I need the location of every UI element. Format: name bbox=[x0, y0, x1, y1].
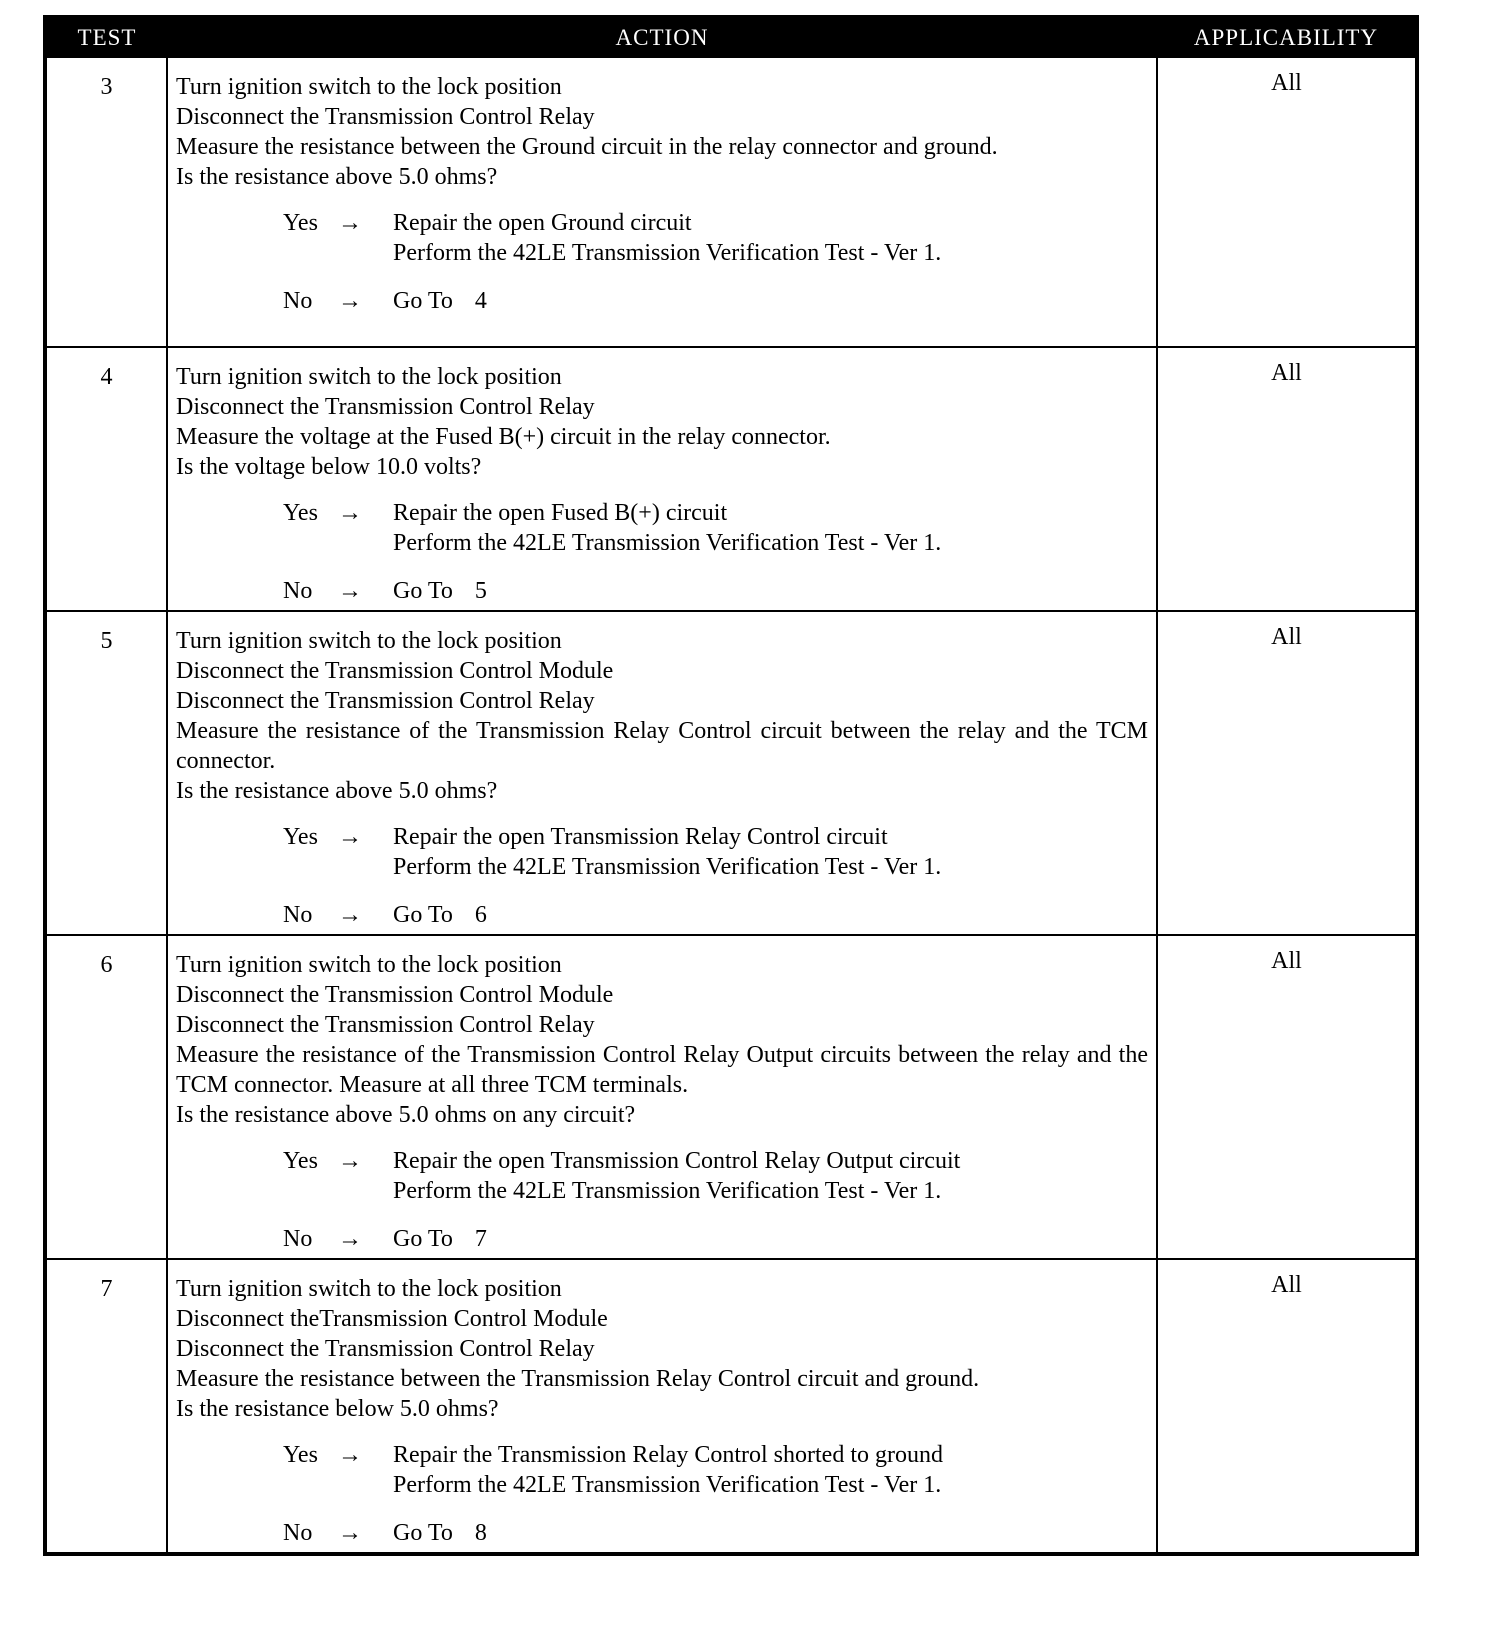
action-cell bbox=[167, 347, 1157, 611]
yes-action: Repair the open Fused B(+) circuit bbox=[393, 500, 728, 526]
goto-target: 6 bbox=[474, 902, 487, 928]
goto-text: Go To bbox=[393, 902, 453, 928]
arrow-right-icon: → bbox=[338, 1226, 362, 1252]
goto-text: Go To bbox=[393, 578, 453, 604]
test-number: 5 bbox=[45, 611, 167, 935]
test-number: 7 bbox=[45, 1259, 167, 1554]
table-row bbox=[45, 1259, 1417, 1554]
action-step: Is the resistance above 5.0 ohms on any circuit? bbox=[176, 1102, 636, 1128]
outcome-block bbox=[283, 498, 1148, 606]
yes-action: Perform the 42LE Transmission Verification Test - Ver 1. bbox=[393, 1178, 942, 1204]
action-cell bbox=[167, 1259, 1157, 1554]
action-step: Disconnect the Transmission Control Relay bbox=[176, 1336, 595, 1362]
yes-action: Perform the 42LE Transmission Verification Test - Ver 1. bbox=[393, 1472, 942, 1498]
yes-action: Perform the 42LE Transmission Verification Test - Ver 1. bbox=[393, 530, 942, 556]
applicability-value: All bbox=[1157, 347, 1417, 611]
table-row bbox=[45, 57, 1417, 347]
yes-label: Yes bbox=[283, 824, 318, 850]
arrow-right-icon: → bbox=[338, 288, 362, 314]
goto-target: 8 bbox=[474, 1520, 487, 1546]
action-step: Disconnect the Transmission Control Module bbox=[176, 982, 614, 1008]
diagnostic-test-table bbox=[43, 15, 1419, 1556]
no-action bbox=[393, 576, 1148, 606]
applicability-value: All bbox=[1157, 611, 1417, 935]
action-step: Disconnect the Transmission Control Relay bbox=[176, 394, 595, 420]
action-step: Turn ignition switch to the lock position bbox=[176, 74, 562, 100]
outcome-block bbox=[283, 822, 1148, 930]
no-label: No bbox=[283, 288, 313, 314]
action-step: Measure the resistance of the Transmission Relay Control circuit between the relay and the TCM connector. bbox=[176, 718, 1148, 774]
outcome-block bbox=[283, 1440, 1148, 1548]
action-step: Disconnect the Transmission Control Relay bbox=[176, 1012, 595, 1038]
goto-text: Go To bbox=[393, 1520, 453, 1546]
test-number: 6 bbox=[45, 935, 167, 1259]
arrow-right-icon: → bbox=[338, 1442, 362, 1468]
yes-label: Yes bbox=[283, 1148, 318, 1174]
action-step: Turn ignition switch to the lock position bbox=[176, 952, 562, 978]
action-step: Measure the voltage at the Fused B(+) circuit in the relay connector. bbox=[176, 424, 831, 450]
action-cell bbox=[167, 611, 1157, 935]
test-number: 4 bbox=[45, 347, 167, 611]
arrow-right-icon: → bbox=[338, 1148, 362, 1174]
yes-label: Yes bbox=[283, 210, 318, 236]
goto-text: Go To bbox=[393, 1226, 453, 1252]
no-action bbox=[393, 1518, 1148, 1548]
no-action bbox=[393, 900, 1148, 930]
action-step: Measure the resistance between the Transmission Relay Control circuit and ground. bbox=[176, 1366, 980, 1392]
arrow-right-icon: → bbox=[338, 500, 362, 526]
no-label: No bbox=[283, 902, 313, 928]
yes-label: Yes bbox=[283, 500, 318, 526]
action-step: Is the resistance above 5.0 ohms? bbox=[176, 164, 498, 190]
action-step: Is the resistance above 5.0 ohms? bbox=[176, 778, 498, 804]
action-step: Disconnect the Transmission Control Relay bbox=[176, 104, 595, 130]
goto-text: Go To bbox=[393, 288, 453, 314]
applicability-value: All bbox=[1157, 57, 1417, 347]
action-step: Measure the resistance of the Transmission Control Relay Output circuits between the relay and the TCM connector. Measure at all three TCM terminals. bbox=[176, 1042, 1148, 1098]
yes-action: Perform the 42LE Transmission Verification Test - Ver 1. bbox=[393, 854, 942, 880]
yes-action: Repair the Transmission Relay Control shorted to ground bbox=[393, 1442, 943, 1468]
no-label: No bbox=[283, 578, 313, 604]
test-number: 3 bbox=[45, 57, 167, 347]
no-label: No bbox=[283, 1520, 313, 1546]
yes-action: Perform the 42LE Transmission Verification Test - Ver 1. bbox=[393, 240, 942, 266]
table-header-row bbox=[45, 17, 1417, 57]
header-applicability: APPLICABILITY bbox=[1193, 24, 1379, 50]
action-step: Disconnect theTransmission Control Module bbox=[176, 1306, 608, 1332]
action-step: Turn ignition switch to the lock position bbox=[176, 1276, 562, 1302]
goto-target: 5 bbox=[474, 578, 487, 604]
yes-action: Repair the open Ground circuit bbox=[393, 210, 692, 236]
goto-target: 4 bbox=[474, 288, 487, 314]
action-step: Is the resistance below 5.0 ohms? bbox=[176, 1396, 499, 1422]
yes-action: Repair the open Transmission Control Relay Output circuit bbox=[393, 1148, 961, 1174]
action-step: Turn ignition switch to the lock position bbox=[176, 364, 562, 390]
outcome-block bbox=[283, 208, 1148, 316]
action-step: Is the voltage below 10.0 volts? bbox=[176, 454, 482, 480]
action-cell bbox=[167, 935, 1157, 1259]
action-step: Disconnect the Transmission Control Module bbox=[176, 658, 614, 684]
applicability-value: All bbox=[1157, 1259, 1417, 1554]
arrow-right-icon: → bbox=[338, 824, 362, 850]
arrow-right-icon: → bbox=[338, 902, 362, 928]
arrow-right-icon: → bbox=[338, 1520, 362, 1546]
arrow-right-icon: → bbox=[338, 578, 362, 604]
action-step: Disconnect the Transmission Control Relay bbox=[176, 688, 595, 714]
table-row bbox=[45, 347, 1417, 611]
action-step: Measure the resistance between the Ground circuit in the relay connector and ground. bbox=[176, 134, 998, 160]
table-row bbox=[45, 611, 1417, 935]
yes-label: Yes bbox=[283, 1442, 318, 1468]
table-row bbox=[45, 935, 1417, 1259]
no-label: No bbox=[283, 1226, 313, 1252]
action-step: Turn ignition switch to the lock position bbox=[176, 628, 562, 654]
yes-action: Repair the open Transmission Relay Control circuit bbox=[393, 824, 888, 850]
no-action bbox=[393, 1224, 1148, 1254]
header-test: TEST bbox=[77, 24, 137, 50]
action-cell bbox=[167, 57, 1157, 347]
applicability-value: All bbox=[1157, 935, 1417, 1259]
header-action: ACTION bbox=[615, 24, 709, 50]
no-action bbox=[393, 286, 1148, 316]
outcome-block bbox=[283, 1146, 1148, 1254]
goto-target: 7 bbox=[474, 1226, 487, 1252]
arrow-right-icon: → bbox=[338, 210, 362, 236]
